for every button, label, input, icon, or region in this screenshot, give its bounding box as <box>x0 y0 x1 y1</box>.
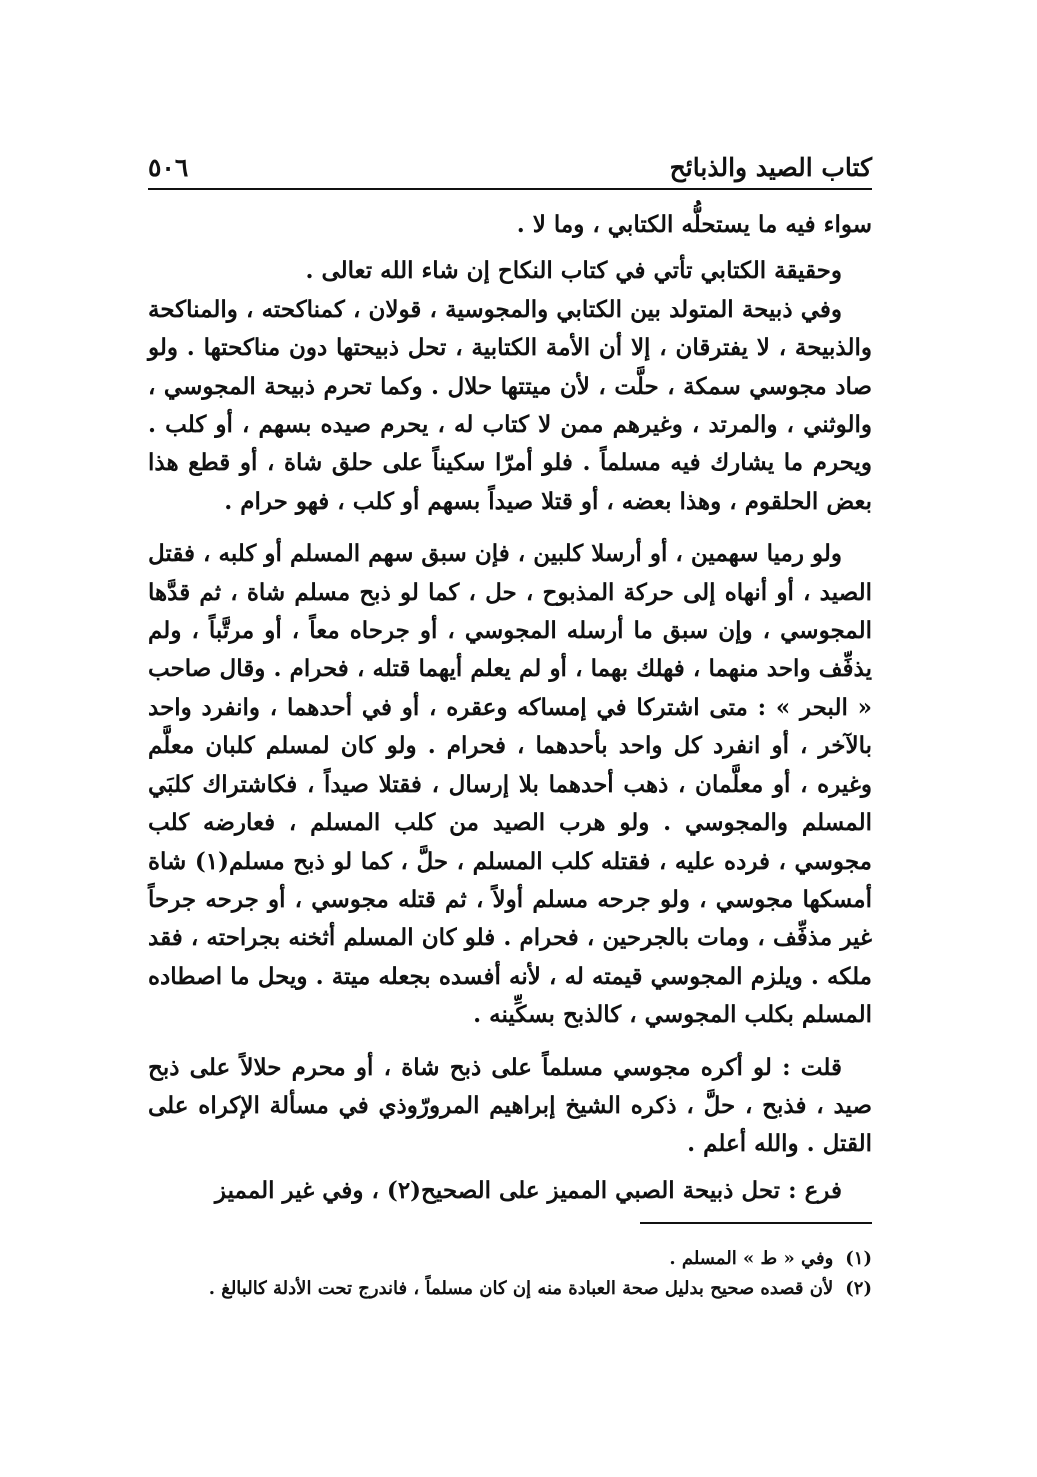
main-text <box>148 206 872 1210</box>
paragraph: قلت : لو أكره مجوسي مسلماً على ذبح شاة ، أو محرم حلالاً على ذبح صيد ، فذبح ، حلَّ ، ذكره الشيخ إبراهيم المرورّوذي في مسألة الإكراه على القتل . والله أعلم . <box>148 1053 873 1158</box>
header-divider <box>148 188 872 190</box>
footnotes <box>148 1244 872 1304</box>
footnote <box>148 1274 872 1304</box>
footnote-divider <box>640 1222 872 1224</box>
footnote-number: (١) <box>845 1248 872 1269</box>
footnote <box>148 1244 872 1274</box>
paragraph: فرع : تحل ذبيحة الصبي المميز على الصحيح(٢) ، وفي غير المميز <box>214 1176 842 1204</box>
page-header <box>148 142 872 182</box>
paragraph: وحقيقة الكتابي تأتي في كتاب النكاح إن شاء الله تعالى . <box>305 257 842 285</box>
page-number: ٥٠٦ <box>148 153 189 182</box>
footnote-number: (٢) <box>845 1278 872 1299</box>
footnote-text: وفي « ط » المسلم . <box>669 1248 834 1269</box>
footnote-text: لأن قصده صحيح بدليل صحة العبادة منه إن كان مسلماً ، فاندرج تحت الأدلة كالبالغ . <box>208 1278 834 1299</box>
book-title: كتاب الصيد والذبائح <box>669 153 872 182</box>
paragraph: سواء فيه ما يستحلُّه الكتابي ، وما لا . <box>516 211 872 238</box>
paragraph: ولو رميا سهمين ، أو أرسلا كلبين ، فإن سبق سهم المسلم أو كلبه ، فقتل الصيد ، أو أنهاه إلى حركة المذبوح ، حل ، كما لو ذبح مسلم شاة ، ثم قدَّها المجوسي ، وإن سبق ما أرسله المجوسي ، أو جرحاه معاً ، أو مرتَّباً ، ولم يذفِّف واحد منهما ، فهلك بهما ، أو لم يعلم أيهما قتله ، فحرام . وقال صاحب « البحر » : متى اشتركا في إمساكه وعقره ، أو في أحدهما ، وانفرد واحد بالآخر ، أو انفرد كل واحد بأحدهما ، فحرام . ولو كان لمسلم كلبان معلَّم وغيره ، أو معلَّمان ، ذهب أحدهما بلا إرسال ، فقتلا صيداً ، فكاشتراك كلبَي المسلم والمجوسي . ولو هرب الصيد من كلب المسلم ، فعارضه كلب مجوسي ، فرده عليه ، فقتله كلب المسلم ، حلَّ ، كما لو ذبح مسلم(١) شاة أمسكها مجوسي ، ولو جرحه مسلم أولاً ، ثم قتله مجوسي ، أو جرحه جرحاً غير مذفِّف ، ومات بالجرحين ، فحرام . فلو كان المسلم أثخنه بجراحته ، فقد ملكه . ويلزم المجوسي قيمته له ، لأنه أفسده بجعله ميتة . ويحل ما اصطاده المسلم بكلب المجوسي ، كالذبح بسكِّينه . <box>148 540 872 1029</box>
paragraph: وفي ذبيحة المتولد بين الكتابي والمجوسية ، قولان ، كمناكحته ، والمناكحة والذبيحة ، لا يفترقان ، إلا أن الأمة الكتابية ، تحل ذبيحتها دون مناكحتها . ولو صاد مجوسي سمكة ، حلَّت ، لأن ميتتها حلال . وكما تحرم ذبيحة المجوسي ، والوثني ، والمرتد ، وغيرهم ممن لا كتاب له ، يحرم صيده بسهم ، أو كلب . ويحرم ما يشارك فيه مسلماً . فلو أمرّا سكيناً على حلق شاة ، أو قطع هذا بعض الحلقوم ، وهذا بعضه ، أو قتلا صيداً بسهم أو كلب ، فهو حرام . <box>148 295 872 515</box>
